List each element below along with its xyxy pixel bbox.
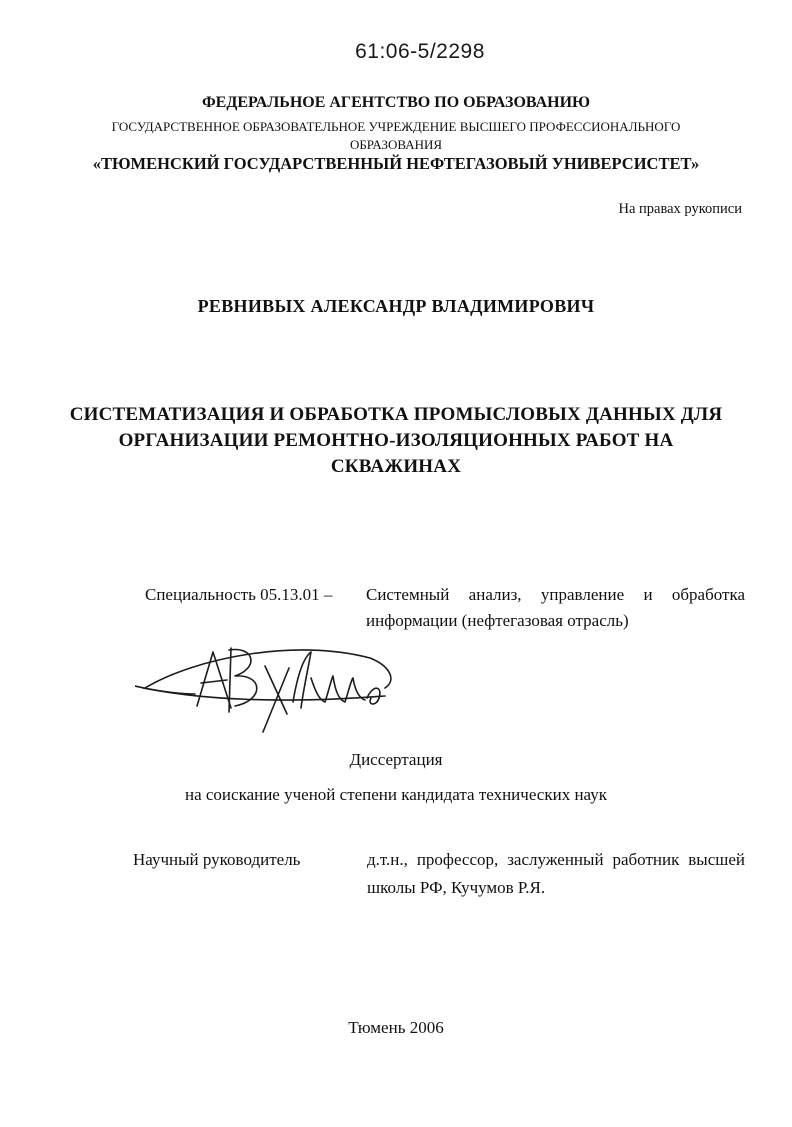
- title-line-3: СКВАЖИНАХ: [330, 456, 462, 477]
- handwritten-signature: [135, 628, 405, 738]
- archive-stamp: 61:06-5/2298: [355, 40, 485, 63]
- specialty-value-line-2: информации (нефтегазовая отрасль): [366, 611, 629, 630]
- specialty-value: [366, 582, 745, 634]
- manuscript-rights-note: На правах рукописи: [618, 201, 742, 217]
- institution-line-1: ГОСУДАРСТВЕННОЕ ОБРАЗОВАТЕЛЬНОЕ УЧРЕЖДЕНИЕ ВЫСШЕГО ПРОФЕССИОНАЛЬНОГО: [111, 119, 681, 134]
- advisor-value: [367, 846, 745, 902]
- institution-line-2: ОБРАЗОВАНИЯ: [349, 137, 443, 152]
- institution-name: [0, 118, 792, 154]
- advisor-label: Научный руководитель: [133, 850, 301, 869]
- specialty-label: Специальность 05.13.01 –: [145, 585, 333, 604]
- author-name: РЕВНИВЫХ АЛЕКСАНДР ВЛАДИМИРОВИЧ: [197, 296, 595, 316]
- advisor-value-line-1: д.т.н., профессор, заслуженный работник высшей: [367, 850, 745, 869]
- degree-sought: на соискание ученой степени кандидата технических наук: [184, 785, 607, 804]
- university-name: «ТЮМЕНСКИЙ ГОСУДАРСТВЕННЫЙ НЕФТЕГАЗОВЫЙ УНИВЕРСИСТЕТ»: [92, 154, 700, 173]
- advisor-value-line-2: школы РФ, Кучумов Р.Я.: [367, 878, 546, 897]
- title-line-2: ОРГАНИЗАЦИИ РЕМОНТНО-ИЗОЛЯЦИОННЫХ РАБОТ НА: [118, 430, 674, 451]
- specialty-value-line-1: Системный анализ, управление и обработка: [366, 585, 745, 604]
- city-and-year: Тюмень 2006: [348, 1018, 444, 1037]
- title-line-1: СИСТЕМАТИЗАЦИЯ И ОБРАБОТКА ПРОМЫСЛОВЫХ ДАННЫХ ДЛЯ: [69, 404, 723, 425]
- agency-name: ФЕДЕРАЛЬНОЕ АГЕНТСТВО ПО ОБРАЗОВАНИЮ: [201, 94, 591, 111]
- dissertation-type: Диссертация: [349, 750, 443, 769]
- dissertation-title: [0, 402, 792, 480]
